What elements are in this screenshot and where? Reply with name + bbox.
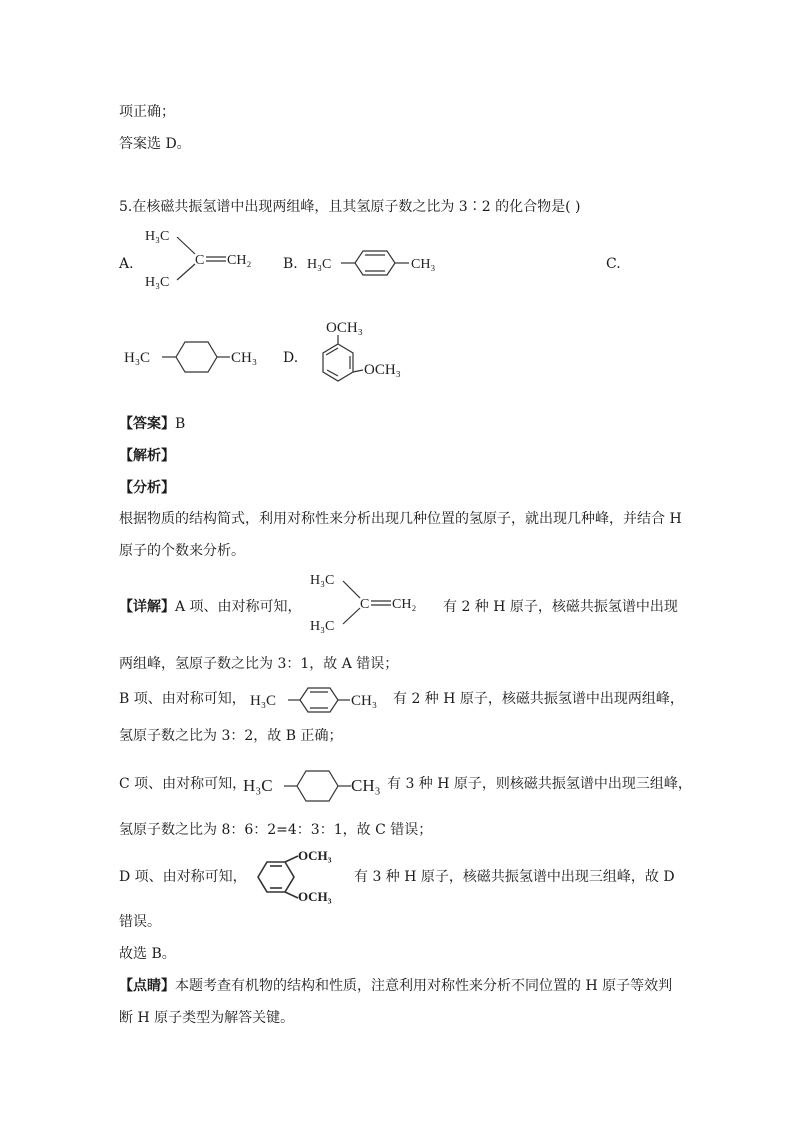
- detail-c-structure: [243, 763, 393, 807]
- option-c-label: C.: [606, 256, 621, 272]
- option-c-structure: [124, 334, 274, 378]
- detail-a-line1: [119, 597, 302, 617]
- b-h3c: H₃C: [307, 257, 332, 272]
- answer-line: [119, 414, 185, 434]
- a-h3c-top: H₃C: [145, 229, 170, 244]
- detail-c-result-2: 氢原子数之比为 8：6：2=4：3：1，故 C 错误；: [119, 822, 433, 838]
- detail-c-result-1: 有 3 种 H 原子，则核磁共振氢谱中出现三组峰，: [387, 776, 692, 792]
- detail-c-intro: C 项、由对称可知，: [119, 776, 247, 792]
- answer-value: B: [175, 416, 186, 432]
- comment-text-line1: 本题考查有机物的结构和性质，注意利用对称性来分析不同位置的 H 原子等效判: [175, 978, 673, 994]
- detail-conclusion: 故选 B。: [119, 946, 176, 962]
- detail-b-intro: B 项、由对称可知，: [119, 691, 246, 707]
- detail-d-result-1: 有 3 种 H 原子，核磁共振氢谱中出现三组峰，故 D: [354, 869, 675, 885]
- comment-line1: [119, 976, 672, 996]
- prev-answer-line: 答案选 D。: [119, 136, 191, 152]
- detail-d-structure: [252, 846, 362, 906]
- c-ch3: CH₃: [231, 350, 258, 366]
- analysis-sub-tag: 【分析】: [119, 480, 175, 496]
- da-ch2: CH₂: [392, 597, 417, 612]
- dd-och3-top: OCH₃: [298, 848, 332, 863]
- detail-b-result-2: 氢原子数之比为 3：2，故 B 正确；: [119, 728, 343, 744]
- d-och3-top: OCH₃: [326, 320, 363, 336]
- dd-och3-bottom: OCH₃: [298, 889, 332, 904]
- detail-d-intro: D 项、由对称可知，: [119, 869, 247, 885]
- da-h3c-bottom: H₃C: [310, 619, 335, 634]
- c-h3c: H₃C: [124, 350, 151, 366]
- option-d-structure: [300, 312, 420, 392]
- analysis-text-line1: 根据物质的结构简式，利用对称性来分析出现几种位置的氢原子，就出现几种峰，并结合 H: [119, 511, 682, 527]
- a-c-atom: C: [195, 253, 205, 268]
- a-ch2: CH₂: [227, 253, 252, 268]
- detail-a-intro: A 项、由对称可知，: [175, 599, 302, 615]
- question-stem: 5.在核磁共振氢谱中出现两组峰，且其氢原子数之比为 3∶2 的化合物是( ): [119, 199, 581, 215]
- b-ch3: CH₃: [411, 257, 436, 272]
- option-a-structure: [140, 224, 275, 294]
- detail-a-result-1: 有 2 种 H 原子，核磁共振氢谱中出现: [443, 599, 678, 615]
- option-b-structure: [303, 246, 453, 278]
- detail-tag: 【详解】: [119, 599, 175, 615]
- answer-tag: 【答案】: [119, 416, 175, 432]
- detail-a-structure: [307, 568, 442, 638]
- detail-b-result-1: 有 2 种 H 原子，核磁共振氢谱中出现两组峰，: [393, 691, 684, 707]
- analysis-text-line2: 原子的个数来分析。: [119, 543, 245, 559]
- detail-b-structure: [250, 683, 400, 715]
- db-ch3: CH₃: [351, 693, 378, 709]
- detail-d-result-2: 错误。: [119, 914, 161, 930]
- prev-option-conclusion: 项正确；: [119, 104, 175, 120]
- a-h3c-bottom: H₃C: [145, 275, 170, 290]
- da-h3c-top: H₃C: [310, 573, 335, 588]
- comment-tag: 【点睛】: [119, 978, 175, 994]
- option-b-label: B.: [283, 256, 298, 272]
- dc-h3c: H₃C: [243, 776, 273, 795]
- dc-ch3: CH₃: [351, 776, 381, 795]
- detail-a-result-2: 两组峰，氢原子数之比为 3：1，故 A 错误；: [119, 656, 399, 672]
- db-h3c: H₃C: [250, 693, 277, 709]
- analysis-tag: 【解析】: [119, 448, 175, 464]
- option-d-label: D.: [283, 350, 299, 366]
- comment-text-line2: 断 H 原子类型为解答关键。: [119, 1010, 295, 1026]
- d-och3-right: OCH₃: [364, 362, 401, 378]
- da-c-atom: C: [360, 597, 370, 612]
- option-a-label: A.: [119, 256, 134, 272]
